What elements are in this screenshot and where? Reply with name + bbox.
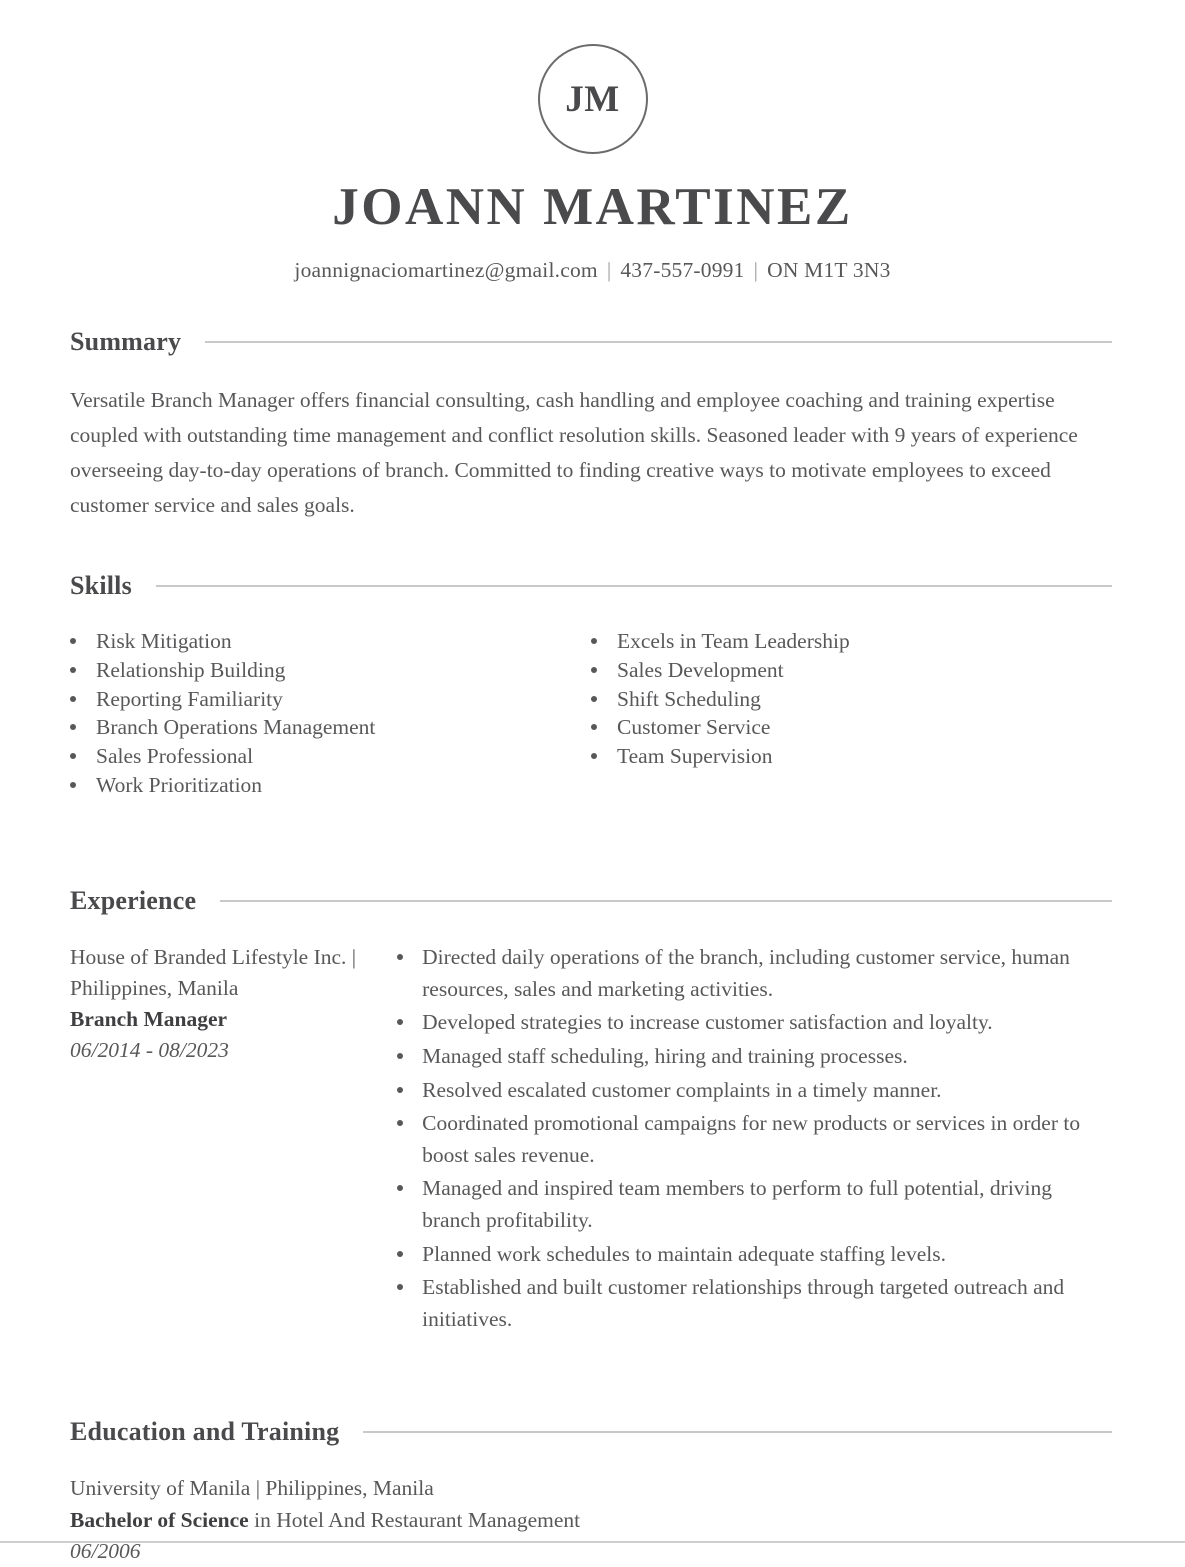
list-item	[390, 1041, 1115, 1073]
list-item	[70, 742, 591, 771]
education-school: University of Manila | Philippines, Manila	[70, 1476, 434, 1501]
list-item-label: Coordinated promotional campaigns for new products or services in order to boost sales revenue.	[422, 1111, 1081, 1167]
list-item-label: Relationship Building	[96, 657, 286, 682]
list-item-label: Sales Professional	[96, 744, 254, 769]
bullet-dot-icon	[591, 696, 597, 702]
bullet-dot-icon	[70, 696, 76, 702]
contact-email[interactable]: joannignaciomartinez@gmail.com	[294, 257, 598, 282]
list-item	[390, 1272, 1115, 1335]
list-item-label: Managed staff scheduling, hiring and training processes.	[422, 1043, 908, 1068]
bullet-dot-icon	[70, 667, 76, 673]
list-item-label: Team Supervision	[617, 744, 773, 769]
bullet-dot-icon	[591, 667, 597, 673]
bullet-dot-icon	[70, 753, 76, 759]
education-heading	[70, 1417, 1112, 1447]
section-title-experience: Experience	[70, 886, 197, 916]
list-item-label: Excels in Team Leadership	[617, 628, 850, 653]
list-item	[591, 656, 1112, 685]
education-entries	[70, 1473, 1115, 1567]
experience-dates: 06/2014 - 08/2023	[70, 1038, 229, 1063]
list-item	[591, 685, 1112, 714]
contact-separator: |	[753, 257, 759, 282]
skills-list-right	[591, 627, 1112, 772]
skills-list-left	[70, 627, 591, 800]
list-item	[390, 942, 1115, 1005]
experience-section	[70, 886, 1115, 1337]
experience-entry-meta	[70, 942, 378, 1337]
section-title-education: Education and Training	[70, 1417, 340, 1447]
bullet-dot-icon	[591, 724, 597, 730]
list-item	[390, 1173, 1115, 1236]
monogram-badge	[538, 44, 648, 154]
bullet-dot-icon	[70, 724, 76, 730]
skills-grid	[70, 627, 1115, 800]
bullet-dot-icon	[397, 954, 403, 960]
bullet-dot-icon	[397, 1251, 403, 1257]
list-item-label: Resolved escalated customer complaints in a timely manner.	[422, 1077, 942, 1102]
experience-jobs	[70, 942, 1115, 1337]
bullet-dot-icon	[397, 1185, 403, 1191]
skills-heading	[70, 571, 1112, 601]
experience-bullet-list	[390, 942, 1115, 1335]
list-item	[70, 713, 591, 742]
experience-responsibilities	[378, 942, 1115, 1337]
list-item	[70, 771, 591, 800]
education-date: 06/2006	[70, 1538, 141, 1563]
bullet-dot-icon	[397, 1087, 403, 1093]
experience-role: Branch Manager	[70, 1007, 228, 1032]
contact-phone[interactable]: 437-557-0991	[620, 257, 745, 282]
list-item-label: Branch Operations Management	[96, 715, 376, 740]
education-degree: Bachelor of Science	[70, 1507, 249, 1532]
list-item-label: Risk Mitigation	[96, 628, 232, 653]
experience-heading	[70, 886, 1112, 916]
list-item-label: Managed and inspired team members to perform to full potential, driving branch profitability.	[422, 1176, 1053, 1232]
contact-location: ON M1T 3N3	[767, 257, 891, 282]
bullet-dot-icon	[591, 753, 597, 759]
section-divider	[220, 900, 1112, 902]
list-item	[591, 713, 1112, 742]
bullet-dot-icon	[70, 782, 76, 788]
education-entry	[70, 1473, 1115, 1567]
summary-heading	[70, 327, 1112, 357]
list-item	[390, 1075, 1115, 1107]
list-item-label: Directed daily operations of the branch, including customer service, human resources, sales and marketing activities.	[422, 945, 1070, 1001]
list-item	[591, 742, 1112, 771]
section-divider	[363, 1431, 1112, 1433]
page-title: JOANN MARTINEZ	[332, 178, 853, 236]
skills-column-left	[70, 627, 591, 800]
list-item-label: Reporting Familiarity	[96, 686, 283, 711]
contact-separator: |	[606, 257, 612, 282]
list-item	[390, 1007, 1115, 1039]
list-item	[70, 656, 591, 685]
bullet-dot-icon	[397, 1284, 403, 1290]
summary-section	[70, 327, 1115, 523]
bullet-dot-icon	[70, 638, 76, 644]
skills-section	[70, 571, 1115, 800]
bullet-dot-icon	[397, 1053, 403, 1059]
section-title-summary: Summary	[70, 326, 182, 356]
bullet-dot-icon	[397, 1120, 403, 1126]
education-field: in Hotel And Restaurant Management	[248, 1507, 581, 1532]
resume-header	[0, 0, 1185, 283]
section-divider	[205, 341, 1112, 343]
list-item-label: Work Prioritization	[96, 773, 263, 798]
experience-entry	[70, 942, 1115, 1337]
list-item-label: Sales Development	[617, 657, 784, 682]
list-item-label: Planned work schedules to maintain adequate staffing levels.	[422, 1241, 946, 1266]
section-title-skills: Skills	[70, 570, 132, 600]
summary-text: Versatile Branch Manager offers financial consulting, cash handling and employee coaching and training expertise coupled with outstanding time management and conflict resolution skills. Seasoned leader with 9 years of experience overseeing day-to-day operations of branch. Committed to finding creative ways to motivate employees to exceed customer service and sales goals.	[70, 387, 1078, 517]
list-item-label: Developed strategies to increase customer satisfaction and loyalty.	[422, 1010, 993, 1035]
list-item	[390, 1108, 1115, 1171]
list-item	[591, 627, 1112, 656]
education-section	[70, 1417, 1115, 1567]
contact-line	[0, 258, 1185, 283]
list-item-label: Shift Scheduling	[617, 686, 761, 711]
list-item-label: Established and built customer relationships through targeted outreach and initiatives.	[422, 1275, 1065, 1331]
monogram-initials: JM	[565, 78, 620, 120]
bullet-dot-icon	[591, 638, 597, 644]
skills-column-right	[591, 627, 1112, 800]
list-item-label: Customer Service	[617, 715, 771, 740]
list-item	[390, 1239, 1115, 1271]
list-item	[70, 685, 591, 714]
bullet-dot-icon	[397, 1019, 403, 1025]
experience-company: House of Branded Lifestyle Inc. | Philippines, Manila	[70, 945, 357, 1001]
section-divider	[156, 585, 1112, 587]
education-degree-line	[70, 1505, 1115, 1536]
list-item	[70, 627, 591, 656]
